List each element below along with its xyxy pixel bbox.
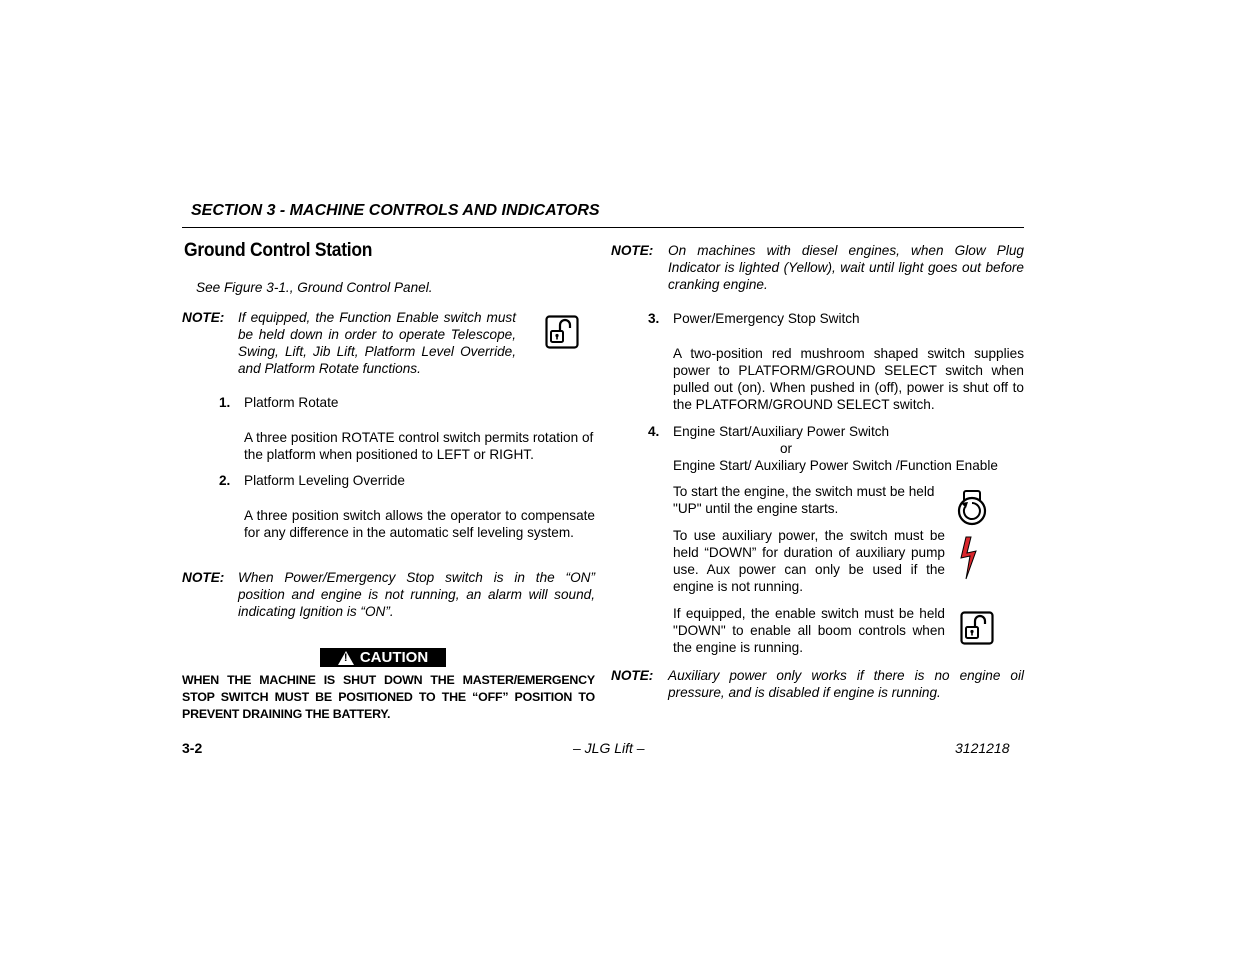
engine-start-text: To start the engine, the switch must be held "UP" until the engine starts. [673,484,935,516]
auxiliary-power-text: To use auxiliary power, the switch must be held “DOWN” for duration of auxiliary pump use. Aux power can only be used if the engine is not running. [673,528,945,594]
footer-page-number: 3-2 [182,740,203,756]
auxiliary-power-icon [958,536,980,580]
item-title-engine-start: Engine Start/Auxiliary Power Switch [673,424,890,439]
item-number: 1. [219,395,231,410]
function-enable-text: If equipped, the enable switch must be held "DOWN" to enable all boom controls when the engine is running. [673,606,945,655]
item-number: 2. [219,473,231,488]
footer-document-number: 3121218 [955,740,1010,756]
note-emergency-stop-alarm: When Power/Emergency Stop switch is in the “ON” position and engine is not running, an alarm will sound, indicating Ignition is “ON”. [238,570,595,619]
caution-badge [320,648,446,667]
page-title: Ground Control Station [184,240,373,261]
engine-start-icon [956,489,988,527]
note-label: NOTE: [182,570,225,585]
item-body-platform-rotate: A three position ROTATE control switch permits rotation of the platform when positioned to LEFT or RIGHT. [244,430,594,462]
caution-text: WHEN THE MACHINE IS SHUT DOWN THE MASTER/EMERGENCY STOP SWITCH MUST BE POSITIONED TO THE “OFF” POSITION TO PREVENT DRAINING THE BATTERY. [182,673,595,721]
function-enable-icon [545,315,579,349]
item-or: or [780,441,793,456]
item-number: 3. [648,311,660,326]
see-figure-reference: See Figure 3-1., Ground Control Panel. [196,280,433,295]
header-rule [182,227,1024,228]
note-function-enable: If equipped, the Function Enable switch must be held down in order to operate Telescope, Swing, Lift, Jib Lift, Platform Level Override, and Platform Rotate functions. [238,310,516,376]
item-title-platform-rotate: Platform Rotate [244,395,339,410]
item-body-emergency-stop: A two-position red mushroom shaped switch supplies power to PLATFORM/GROUND SELECT switch when pulled out (on). When pushed in (off), power is shut off to the PLATFORM/GROUND SELECT switch. [673,346,1024,412]
note-label: NOTE: [182,310,225,325]
item-title-emergency-stop: Power/Emergency Stop Switch [673,311,860,326]
item-title-platform-leveling: Platform Leveling Override [244,473,405,488]
note-auxiliary-power: Auxiliary power only works if there is no engine oil pressure, and is disabled if engine is running. [668,668,1024,700]
note-label: NOTE: [611,243,654,258]
item-title-engine-start-alt: Engine Start/ Auxiliary Power Switch /Function Enable [673,458,998,473]
footer-center: – JLG Lift – [573,740,645,756]
item-body-platform-leveling: A three position switch allows the operator to compensate for any difference in the automatic self leveling system. [244,508,595,540]
item-number: 4. [648,424,660,439]
note-glow-plug: On machines with diesel engines, when Glow Plug Indicator is lighted (Yellow), wait until light goes out before cranking engine. [668,243,1024,292]
note-label: NOTE: [611,668,654,683]
section-header: SECTION 3 - MACHINE CONTROLS AND INDICATORS [191,202,600,219]
function-enable-icon [960,611,994,645]
caution-label: CAUTION [359,649,429,666]
warning-triangle-icon [338,651,354,665]
